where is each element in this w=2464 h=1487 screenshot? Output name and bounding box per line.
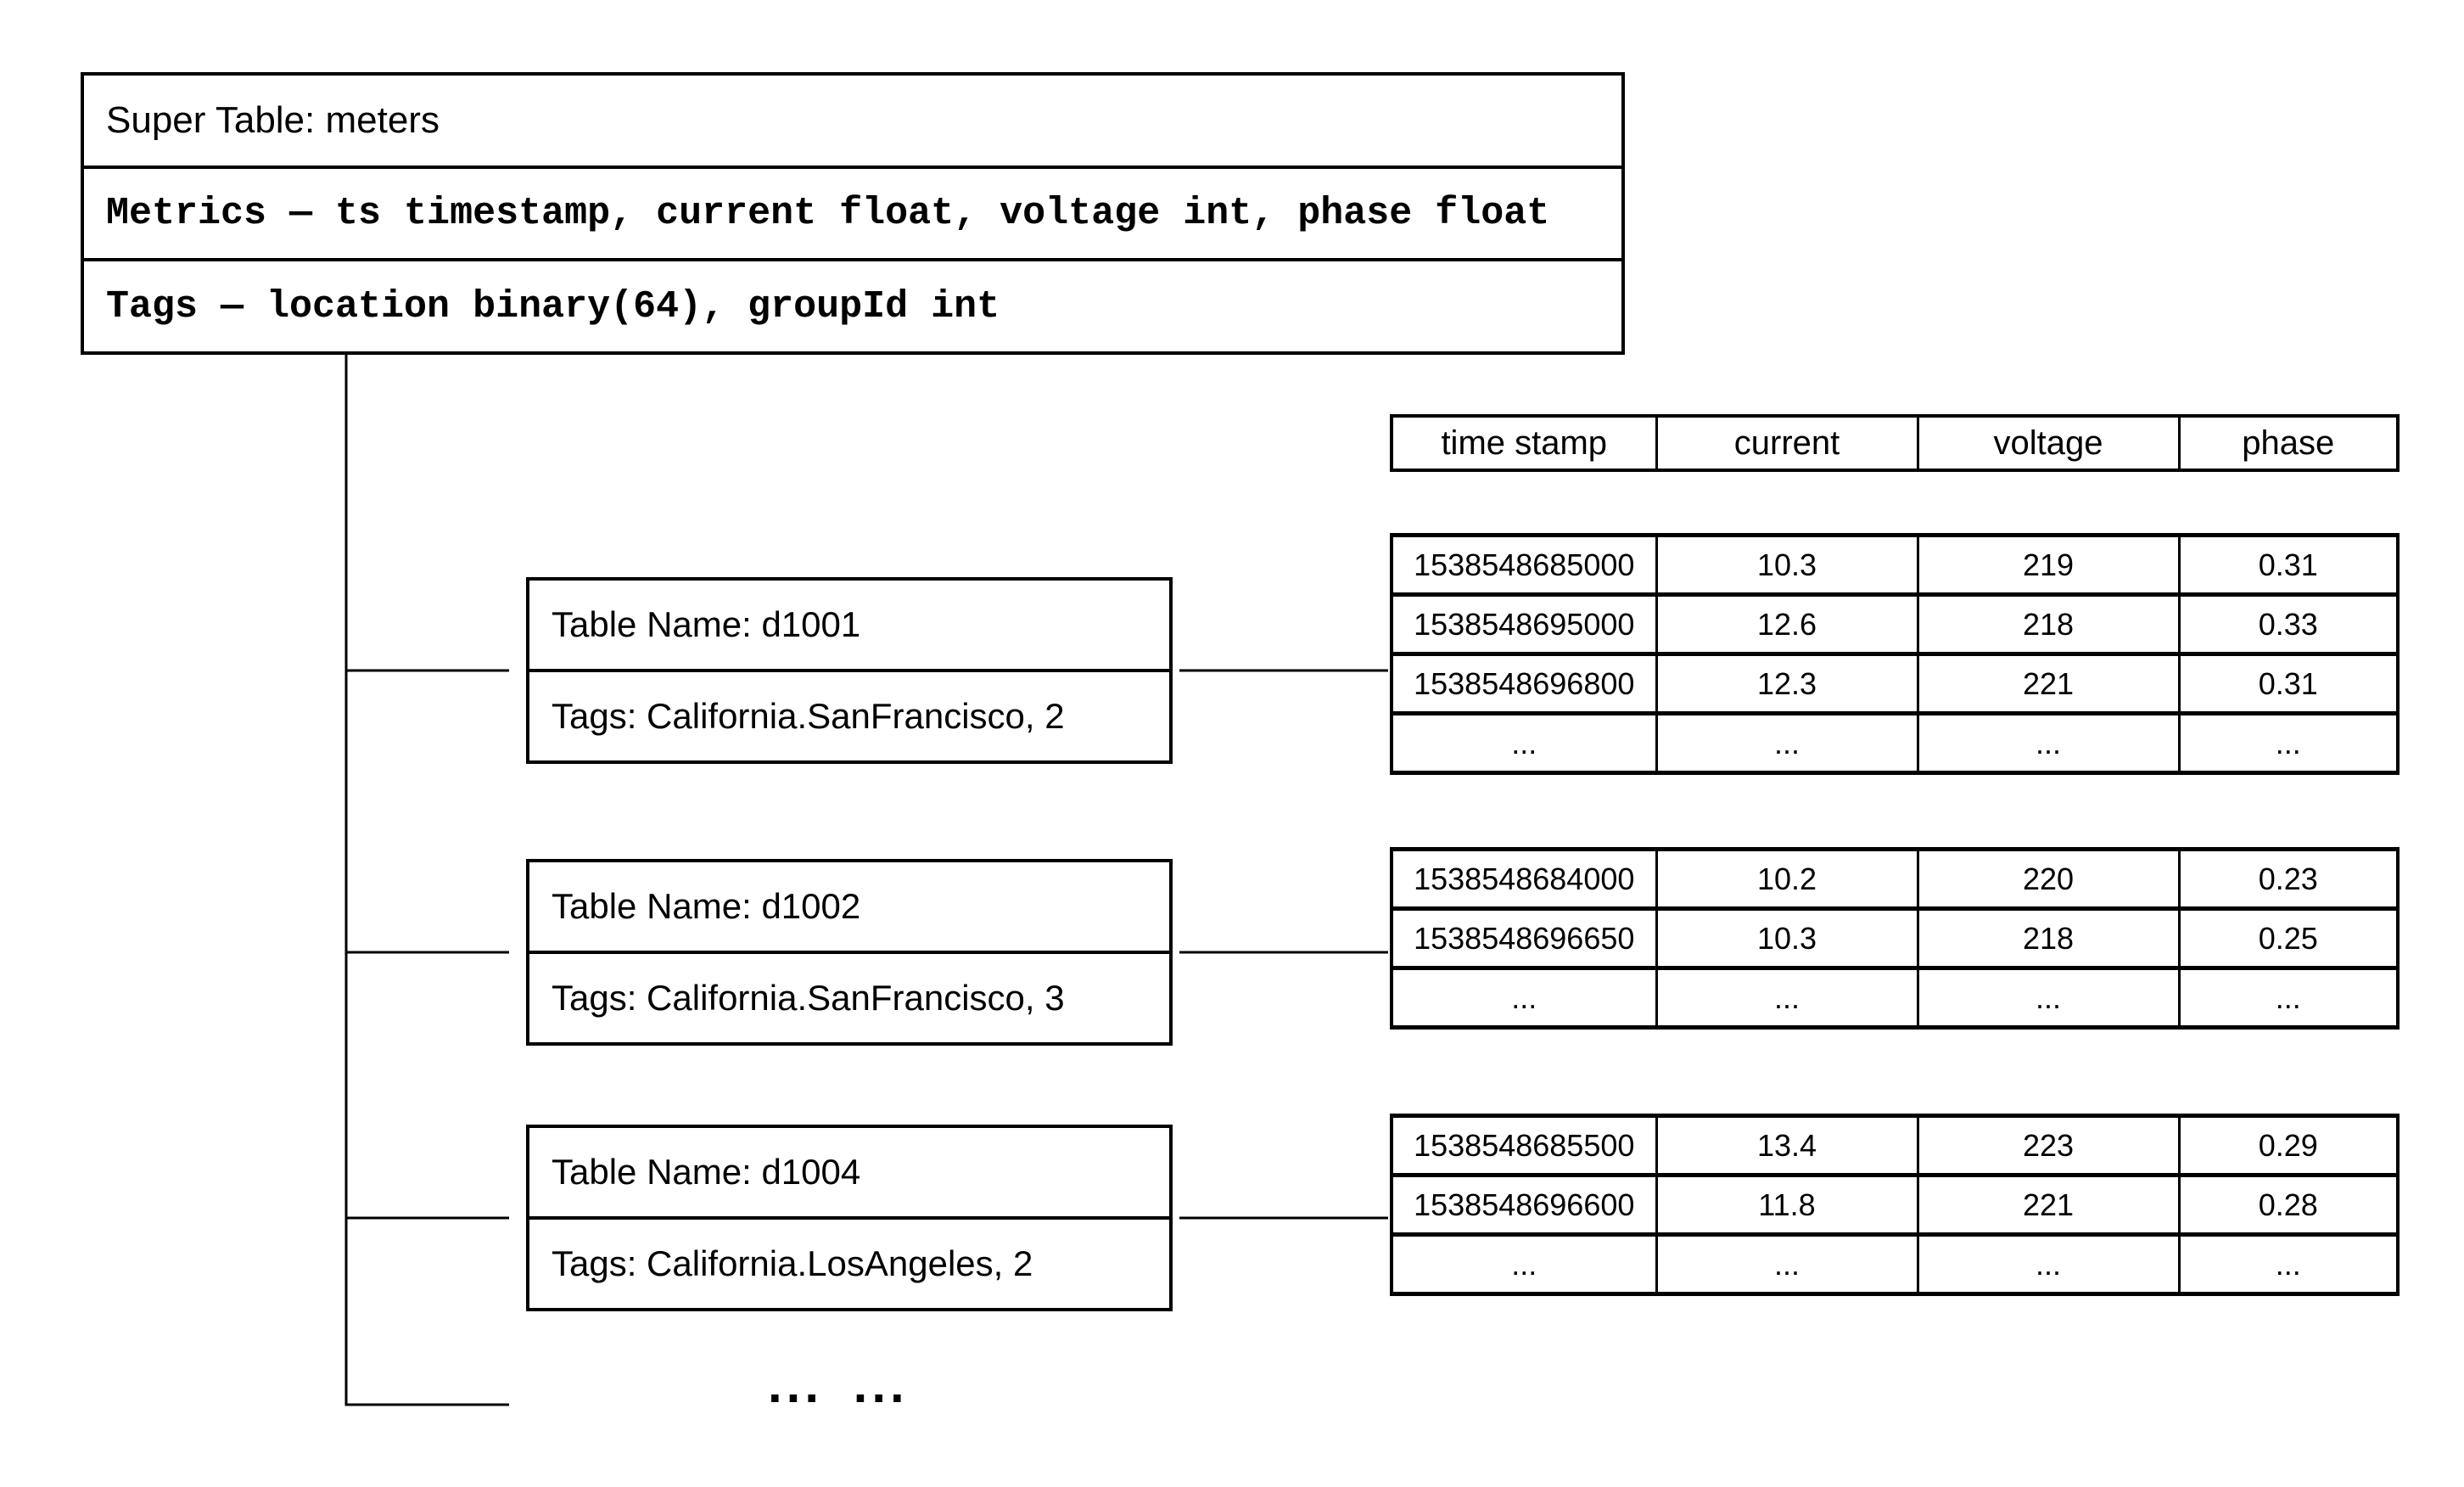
column-header-row bbox=[1390, 414, 2400, 472]
table-cell: 1538548695000 bbox=[1392, 595, 1656, 654]
table-cell: ... bbox=[1656, 1235, 1918, 1294]
table-cell: ... bbox=[2179, 1235, 2398, 1294]
subtable-name: Table Name: d1004 bbox=[552, 1152, 861, 1192]
table-cell: ... bbox=[1656, 714, 1918, 773]
table-cell: 10.3 bbox=[1656, 909, 1918, 968]
table-cell: 1538548685500 bbox=[1392, 1116, 1656, 1176]
table-cell: 10.3 bbox=[1656, 536, 1918, 595]
table-cell: 0.33 bbox=[2179, 595, 2398, 654]
table-cell: 1538548685000 bbox=[1392, 536, 1656, 595]
table-cell: ... bbox=[1918, 968, 2179, 1028]
table-cell: 1538548696600 bbox=[1392, 1176, 1656, 1235]
table-cell: 13.4 bbox=[1656, 1116, 1918, 1176]
subtable-tags: Tags: California.LosAngeles, 2 bbox=[529, 1216, 1169, 1308]
data-table-d1001 bbox=[1390, 533, 2400, 775]
table-cell: ... bbox=[1918, 1235, 2179, 1294]
table-row bbox=[1392, 416, 2398, 470]
table-cell: ... bbox=[2179, 968, 2398, 1028]
table-cell: ... bbox=[1392, 968, 1656, 1028]
table-row bbox=[1392, 714, 2398, 773]
table-cell: 0.31 bbox=[2179, 654, 2398, 714]
table-cell: 218 bbox=[1918, 909, 2179, 968]
subtable-name: Table Name: d1001 bbox=[552, 604, 861, 644]
super-table-metrics: Metrics — ts timestamp, current float, voltage int, phase float bbox=[84, 166, 1621, 259]
table-cell: 12.3 bbox=[1656, 654, 1918, 714]
table-row bbox=[1392, 1235, 2398, 1294]
super-table-title: Super Table: meters bbox=[106, 98, 440, 141]
table-row bbox=[1392, 654, 2398, 714]
more-tables-ellipsis: ... ... bbox=[768, 1356, 909, 1413]
table-cell: 12.6 bbox=[1656, 595, 1918, 654]
table-cell: 11.8 bbox=[1656, 1176, 1918, 1235]
subtable-box-d1004 bbox=[526, 1125, 1173, 1311]
super-table-tags: Tags — location binary(64), groupId int bbox=[84, 258, 1621, 351]
table-cell: 220 bbox=[1918, 850, 2179, 909]
table-cell: ... bbox=[1656, 968, 1918, 1028]
column-header-voltage: voltage bbox=[1918, 416, 2179, 470]
table-cell: ... bbox=[1918, 714, 2179, 773]
table-row bbox=[1392, 850, 2398, 909]
subtable-name: Table Name: d1002 bbox=[552, 886, 861, 926]
trunk-line bbox=[346, 355, 509, 1405]
super-table-box bbox=[81, 72, 1625, 355]
table-cell: 218 bbox=[1918, 595, 2179, 654]
table-cell: 221 bbox=[1918, 1176, 2179, 1235]
subtable-box-d1001 bbox=[526, 577, 1173, 764]
table-row bbox=[1392, 1116, 2398, 1176]
table-cell: ... bbox=[1392, 714, 1656, 773]
column-header-current: current bbox=[1656, 416, 1918, 470]
table-cell: 0.31 bbox=[2179, 536, 2398, 595]
table-row bbox=[1392, 595, 2398, 654]
table-cell: ... bbox=[1392, 1235, 1656, 1294]
table-cell: 0.23 bbox=[2179, 850, 2398, 909]
column-header-time-stamp: time stamp bbox=[1392, 416, 1656, 470]
subtable-box-d1002 bbox=[526, 859, 1173, 1046]
column-header-phase: phase bbox=[2179, 416, 2398, 470]
table-cell: 10.2 bbox=[1656, 850, 1918, 909]
table-row bbox=[1392, 968, 2398, 1028]
table-cell: 1538548684000 bbox=[1392, 850, 1656, 909]
subtable-tags: Tags: California.SanFrancisco, 2 bbox=[529, 669, 1169, 760]
data-table-d1004 bbox=[1390, 1114, 2400, 1296]
table-cell: 223 bbox=[1918, 1116, 2179, 1176]
data-table-d1002 bbox=[1390, 847, 2400, 1030]
table-cell: 221 bbox=[1918, 654, 2179, 714]
table-cell: ... bbox=[2179, 714, 2398, 773]
table-cell: 0.29 bbox=[2179, 1116, 2398, 1176]
subtable-tags: Tags: California.SanFrancisco, 3 bbox=[529, 951, 1169, 1042]
table-cell: 0.25 bbox=[2179, 909, 2398, 968]
table-row bbox=[1392, 536, 2398, 595]
table-cell: 1538548696650 bbox=[1392, 909, 1656, 968]
table-cell: 219 bbox=[1918, 536, 2179, 595]
table-cell: 0.28 bbox=[2179, 1176, 2398, 1235]
table-row bbox=[1392, 909, 2398, 968]
table-cell: 1538548696800 bbox=[1392, 654, 1656, 714]
table-row bbox=[1392, 1176, 2398, 1235]
